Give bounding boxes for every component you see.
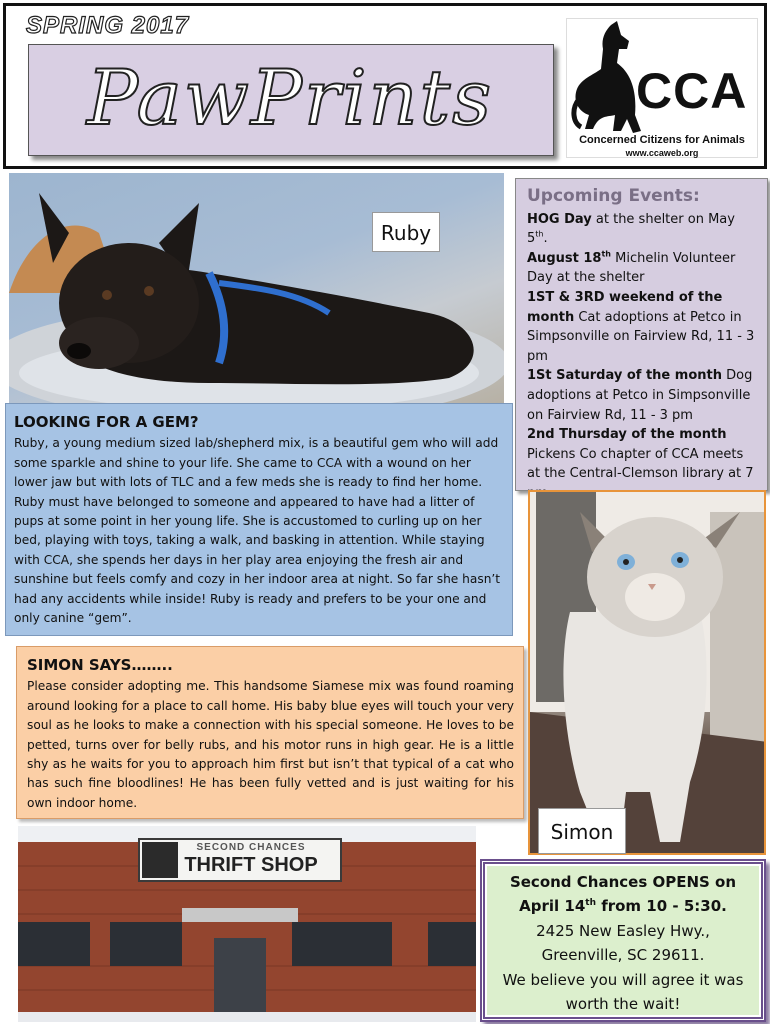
ruby-photo — [9, 173, 504, 403]
store-sign-top: SECOND CHANCES — [196, 842, 306, 853]
ruby-photo-caption: Ruby — [372, 212, 440, 252]
event-item: 2nd Thursday of the month Pickens Co chapter of CCA meets at the Central-Clemson library at 7 — [527, 427, 754, 482]
simon-story-title: SIMON SAYS…….. — [27, 656, 173, 674]
season-label: SPRING 2017 — [26, 12, 190, 39]
logo-org-name: Concerned Citizens for Animals — [579, 134, 745, 146]
chances-opening-line: Second Chances OPENS on — [509, 873, 737, 891]
event-item: 1ST & 3RD weekend of the month Cat adoptions at Petco in Simpsonville on Fairview Rd, 11 - 3 pm — [527, 289, 755, 364]
simon-story-box — [16, 646, 524, 819]
simon-photo-caption: Simon — [538, 808, 626, 854]
store-sign-main: THRIFT SHOP — [184, 854, 318, 876]
second-chances-box — [487, 866, 759, 1015]
event-item: August 18th Michelin Volunteer Day at the shelter — [527, 249, 736, 286]
logo-url: www.ccaweb.org — [625, 148, 699, 158]
ruby-story-box — [5, 403, 513, 636]
chances-date-line: April 14th from 10 - 5:30. — [519, 897, 727, 916]
chances-address-city: Greenville, SC 29611. — [541, 946, 705, 965]
simon-photo — [528, 490, 766, 855]
simon-cat-illustration — [530, 492, 766, 855]
event-item: 1St Saturday of the month Dog adoptions at Petco in Simpsonville on Fairview Rd, 11 - 3 pm — [527, 368, 753, 423]
logo-text: CCA — [636, 63, 748, 119]
chances-closing: We believe you will agree it was worth the wait! — [502, 970, 744, 1014]
newsletter-title: PawPrints — [86, 53, 494, 142]
upcoming-events-panel — [515, 178, 768, 491]
chances-address-street: 2425 New Easley Hwy., — [536, 921, 710, 940]
ruby-dog-illustration — [9, 173, 504, 403]
events-heading: Upcoming Events: — [527, 186, 700, 206]
thrift-shop-photo — [18, 826, 476, 1022]
ruby-story-body: Ruby, a young medium sized lab/shepherd mix, is a beautiful gem who will add some sparkle and shine to your life. She came to CCA with a wound on her lower jaw but with lots of TLC and a few meds she is ready to find her home. Ruby must have belonged to someone and appeared to have had a litter of pups at some point in her young life. She is accustomed to curling up on her bed, playing with toys, taking a walk, and basking in attention. While staying with CCA, she spends her days in her play area enjoying the fresh air and sunshine but feels comfy and cozy in her indoor area at night. So far she hasn’t had any accidents while inside! Ruby is ready and prefers to be your one and only canine “gem”. — [14, 436, 501, 626]
event-item: HOG Day at the shelter on May 5th. — [527, 211, 735, 247]
ruby-story-title: LOOKING FOR A GEM? — [14, 413, 199, 431]
simon-story-body: Please consider adopting me. This handsome Siamese mix was found roaming around looking for a place to call home. His baby blue eyes will touch your very soul as he looks to make a connection with his special someone. He loves to be petted, turns over for belly rubs, and his motor runs in high gear. He is a little shy as he waits for you to approach him first but isn’t that typical of a cat who has such fine bloodlines! He has been fully vetted and is just waiting for his own indoor home. — [27, 679, 514, 810]
